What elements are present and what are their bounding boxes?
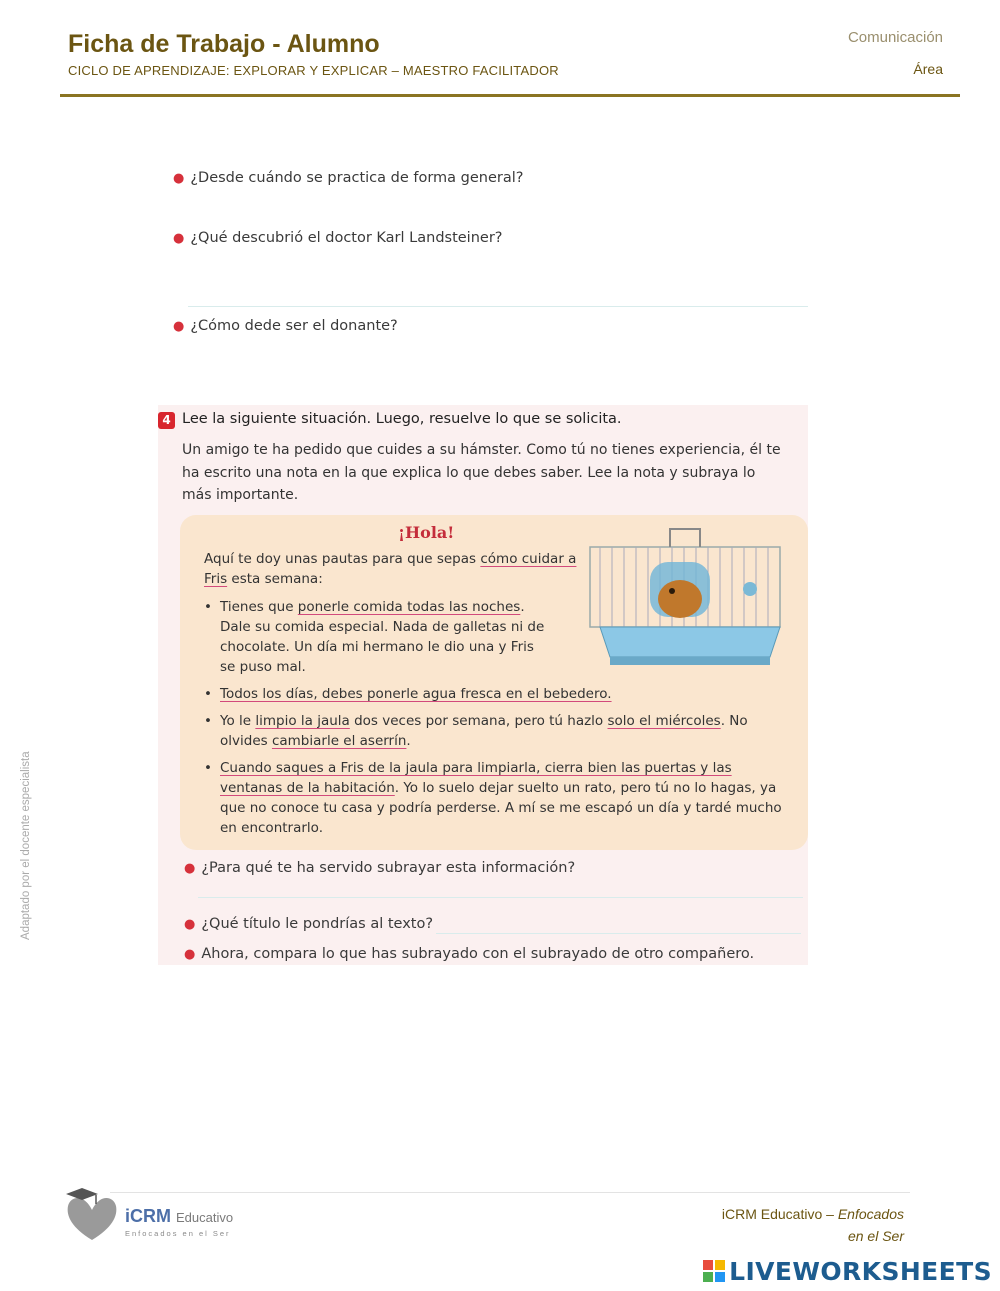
question-item: ● Ahora, compara lo que has subrayado con el subrayado de otro compañero. bbox=[184, 946, 755, 962]
answer-line[interactable] bbox=[188, 306, 808, 307]
scanned-worksheet bbox=[158, 160, 808, 965]
question-item: ● ¿Qué título le pondrías al texto? bbox=[184, 916, 434, 932]
liveworksheets-logo[interactable]: LIVEWORKSHEETS bbox=[703, 1254, 992, 1288]
header-divider bbox=[60, 94, 960, 97]
bullet-icon: ● bbox=[173, 319, 185, 334]
area-label: Área bbox=[913, 61, 943, 77]
page-title: Ficha de Trabajo - Alumno bbox=[68, 30, 380, 58]
hamster-note bbox=[180, 515, 808, 850]
bullet-icon: ● bbox=[184, 861, 196, 876]
icrm-logo-icon bbox=[62, 1188, 122, 1244]
list-item bbox=[204, 684, 784, 704]
list-item: • Tienes que ponerle comida todas las noches. Dale su comida especial. Nada de galletas ni de chocolate. Un día mi hermano le dio una y Fris se puso mal. bbox=[204, 597, 550, 677]
side-credit-text: Adaptado por el docente especialista bbox=[20, 751, 32, 940]
footer-credit-line2: en el Ser bbox=[847, 1228, 904, 1244]
underlined-text: limpio la jaula bbox=[255, 713, 350, 729]
footer-credit-line1: iCRM Educativo – Enfocados bbox=[721, 1206, 904, 1222]
underlined-text: Cuando saques a Fris de la jaula para limpiarla, cierra bien las puertas y las ventanas de la habitación bbox=[220, 760, 732, 796]
liveworksheets-blocks-icon bbox=[703, 1260, 725, 1282]
footer-divider bbox=[110, 1192, 910, 1193]
underlined-text: cambiarle el aserrín bbox=[271, 733, 407, 749]
underlined-text: cómo cuidar a Fris bbox=[204, 551, 577, 587]
exercise-paragraph: Un amigo te ha pedido que cuides a su hámster. Como tú no tienes experiencia, él te ha escrito una nota en la que explica lo que debes saber. Lee la nota y subraya lo más importante. bbox=[182, 442, 781, 503]
question-item: ● ¿Cómo dede ser el donante? bbox=[173, 318, 398, 334]
bullet-icon: ● bbox=[184, 947, 196, 962]
underlined-text: ponerle comida todas las noches bbox=[297, 599, 521, 615]
note-title: ¡Hola! bbox=[398, 523, 455, 542]
logo-name: iCRM Educativo bbox=[125, 1206, 234, 1226]
logo-tagline: Enfocados en el Ser bbox=[125, 1229, 231, 1238]
underlined-text: Todos los días, debes ponerle agua fresca en el bebedero. bbox=[220, 686, 612, 702]
underlined-text: solo el miércoles bbox=[607, 713, 721, 729]
area-name: Comunicación bbox=[847, 29, 943, 46]
bullet-icon: ● bbox=[173, 231, 185, 246]
answer-line[interactable] bbox=[198, 897, 803, 898]
question-item: ● ¿Para qué te ha servido subrayar esta información? bbox=[184, 860, 576, 876]
bullet-icon: ● bbox=[184, 917, 196, 932]
list-item: • Yo le limpio la jaula dos veces por semana, pero tú hazlo solo el miércoles. No olvides cambiarle el aserrín. bbox=[204, 711, 784, 751]
question-item: ● ¿Desde cuándo se practica de forma general? bbox=[173, 170, 524, 186]
exercise-instruction: Lee la siguiente situación. Luego, resuelve lo que se solicita. bbox=[182, 411, 622, 427]
list-item: • Cuando saques a Fris de la jaula para limpiarla, cierra bien las puertas y las ventanas de la habitación. Yo lo suelo dejar suelto un rato, pero tú no lo hagas, ya que no conoce tu casa y podría perderse. A mí se me escapó un día y tardé mucho en encontrarlo. bbox=[204, 758, 784, 838]
note-intro: Aquí te doy unas pautas para que sepas cómo cuidar a Fris esta semana: bbox=[204, 551, 577, 587]
page-subtitle: CICLO DE APRENDIZAJE: EXPLORAR Y EXPLICAR – MAESTRO FACILITADOR bbox=[68, 63, 559, 78]
title-answer-line[interactable] bbox=[436, 933, 801, 934]
question-item: ● ¿Qué descubrió el doctor Karl Landsteiner? bbox=[173, 230, 503, 246]
hamster-cage-image bbox=[580, 517, 790, 677]
bullet-icon: ● bbox=[173, 171, 185, 186]
exercise-number-badge: 4 bbox=[158, 412, 175, 429]
